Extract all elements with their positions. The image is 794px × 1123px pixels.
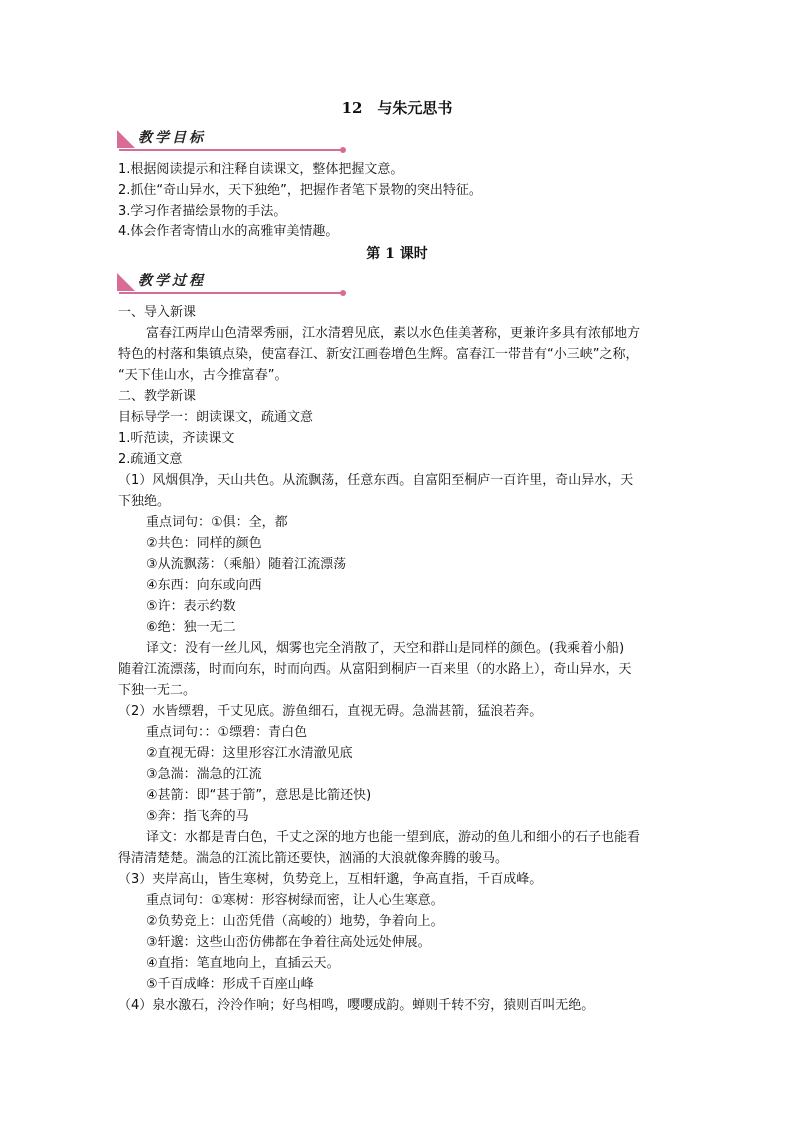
text-line: ②直视无碍：这里形容江水清澈见底 [146,746,353,761]
text-line: “天下佳山水，古今推富春”。 [118,368,288,383]
text-line: ④直指：笔直地向上，直插云天。 [146,956,340,971]
text-line: 得清清楚楚。湍急的江流比箭还要快，汹涌的大浪就像奔腾的骏马。 [118,851,509,866]
text-line: 重点词句：：①缥碧：青白色 [146,725,308,740]
text-line: 译文：没有一丝儿风，烟雾也完全消散了，天空和群山是同样的颜色。(我乘着小船) [146,641,625,656]
section-heading: 教学目标 [138,130,206,146]
lesson-subtitle: 第 1 课时 [366,246,428,262]
text-line: 随着江流漂荡，时而向东，时而向西。从富阳到桐庐一百来里（的水路上），奇山异水，天 [118,662,632,677]
text-line: ④东西：向东或向西 [146,578,262,593]
section-banner-objectives [117,127,235,157]
text-line: 重点词句：①俱：全，都 [146,515,288,530]
banner-dot-icon [340,147,346,153]
banner-triangle-icon [117,273,135,291]
text-line: 1.听范读，齐读课文 [118,431,235,446]
section-heading: 教学过程 [138,273,206,289]
banner-triangle-icon [117,130,135,148]
section-banner-process [117,270,235,300]
text-line: ③从流飘荡：（乘船）随着江流漂荡 [146,557,347,572]
text-line: （3）夹岸高山，皆生寒树，负势竞上，互相轩邈，争高直指，千百成峰。 [118,872,543,887]
objective-item: 1.根据阅读提示和注释自读课文，整体把握文意。 [118,162,404,177]
text-line: 二、教学新课 [118,389,197,404]
text-line: ⑤许：表示约数 [146,599,236,614]
text-line: ⑤千百成峰：形成千百座山峰 [146,977,314,992]
text-line: 一、导入新课 [118,305,197,320]
text-line: ②共色：同样的颜色 [146,536,262,551]
text-line: ⑥绝：独一无二 [146,620,236,635]
text-line: 下独绝。 [118,494,171,509]
text-line: ③急湍：湍急的江流 [146,767,262,782]
banner-underline [119,149,341,151]
text-line: 2.疏通文意 [118,452,183,467]
objective-item: 4.体会作者寄情山水的高雅审美情趣。 [118,224,339,239]
text-line: （4）泉水激石，泠泠作响；好鸟相鸣，嘤嘤成韵。蝉则千转不穷，猿则百叫无绝。 [118,998,595,1013]
text-line: 富春江两岸山色清翠秀丽，江水清碧见底，素以水色佳美著称，更兼许多具有浓郁地方 [146,326,641,341]
text-line: （1）风烟俱净，天山共色。从流飘荡，任意东西。自富阳至桐庐一百许里，奇山异水，天 [118,473,634,488]
text-line: ③轩邈：这些山峦仿佛都在争着往高处远处伸展。 [146,935,431,950]
banner-underline [119,292,341,294]
text-line: 译文：水都是青白色，千丈之深的地方也能一望到底，游动的鱼儿和细小的石子也能看 [146,830,641,845]
document-title: 12 与朱元思书 [341,99,453,117]
text-line: 特色的村落和集镇点染，使富春江、新安江画卷增色生辉。富春江一带昔有“小三峡”之称， [118,347,639,362]
objective-item: 3.学习作者描绘景物的手法。 [118,204,287,219]
text-line: 重点词句：①寒树：形容树绿而密，让人心生寒意。 [146,893,444,908]
text-line: ④甚箭：即“甚于箭”，意思是比箭还快) [146,788,372,803]
text-line: ⑤奔：指飞奔的马 [146,809,249,824]
banner-dot-icon [340,290,346,296]
text-line: （2）水皆缥碧，千丈见底。游鱼细石，直视无碍。急湍甚箭，猛浪若奔。 [118,704,543,719]
text-line: 下独一无二。 [118,683,197,698]
objective-item: 2.抓住“奇山异水，天下独绝”，把握作者笔下景物的突出特征。 [118,183,482,198]
text-line: 目标导学一：朗读课文，疏通文意 [118,410,314,425]
text-line: ②负势竞上：山峦凭借（高峻的）地势，争着向上。 [146,914,444,929]
